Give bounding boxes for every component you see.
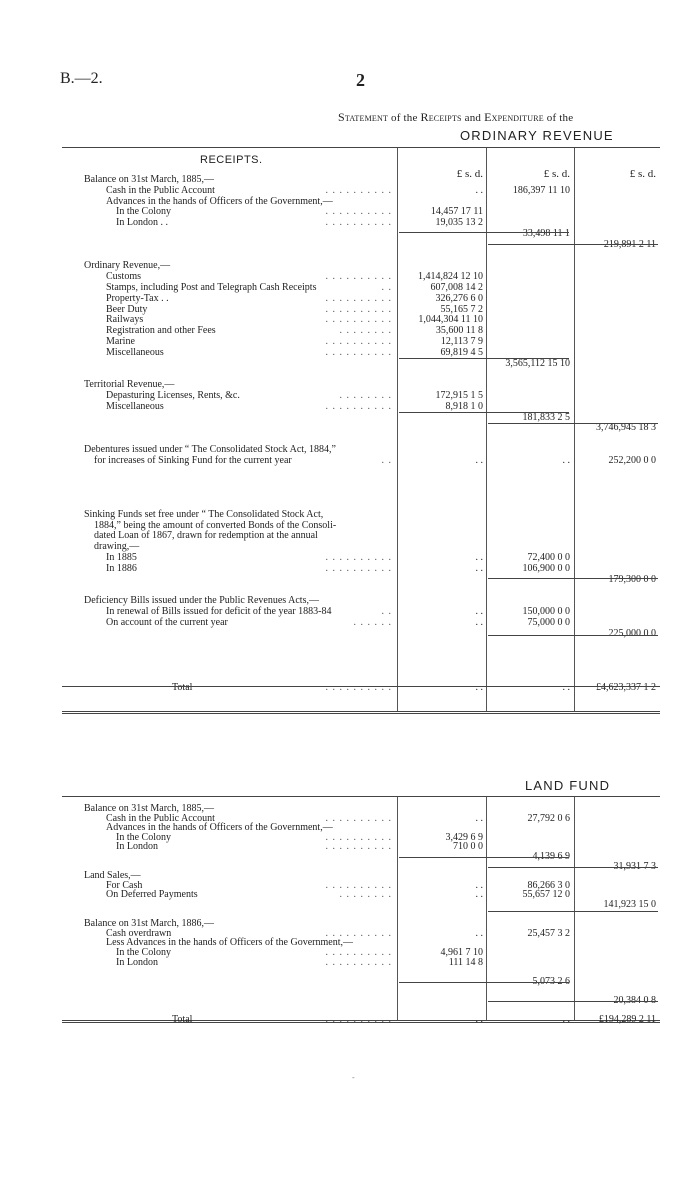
land-fund-heading: LAND FUND <box>525 778 611 793</box>
leader-dots: . . . . . . . . . . <box>325 879 392 891</box>
table-row <box>62 304 660 315</box>
table-row <box>62 196 660 207</box>
table-row <box>62 358 660 369</box>
row-label: In 1885 <box>106 552 137 563</box>
table-row <box>62 368 660 379</box>
amount-c3: 20,384 0 8 <box>613 995 656 1006</box>
amount-c1: 55,165 7 2 <box>440 303 483 315</box>
amount-c1: . . <box>475 184 483 196</box>
amount-c2: 5,073 2 6 <box>532 975 570 987</box>
leader-dots: . . . . . . . . . . <box>325 217 392 229</box>
table-row <box>62 271 660 282</box>
column-header-3: £ s. d. <box>629 168 656 180</box>
row-label: Advances in the hands of Officers of the Government,— <box>106 822 333 834</box>
leader-dots: . . . . . . . . . . <box>325 184 392 196</box>
table-row <box>62 336 660 347</box>
subtotal-rule <box>488 423 658 424</box>
row-label: On Deferred Payments <box>106 889 198 901</box>
row-label: Total <box>172 681 193 693</box>
leader-dots: . . . . . . . . . . <box>325 552 392 563</box>
amount-c1: 3,429 6 9 <box>445 831 483 843</box>
table-row <box>62 682 660 693</box>
leader-dots: . . . . . . . . . . <box>325 681 392 693</box>
amount-c1: 710 0 0 <box>453 841 483 853</box>
row-label: Depasturing Licenses, Rents, &c. <box>106 390 240 401</box>
amount-c2: 25,457 3 2 <box>527 927 570 939</box>
row-label: Stamps, including Post and Telegraph Cash Receipts <box>106 282 317 293</box>
row-label: Deficiency Bills issued under the Public Revenues Acts,— <box>84 595 319 607</box>
row-label: Cash overdrawn <box>106 927 172 939</box>
table-row <box>62 617 660 628</box>
amount-c1: . . <box>475 889 483 901</box>
table-row <box>62 433 660 444</box>
leader-dots: . . . . . . . . . . <box>325 956 392 968</box>
amount-c2: 3,565,112 15 10 <box>505 357 570 369</box>
amount-c3: £194,289 2 11 <box>598 1014 656 1026</box>
leader-dots: . . . . . . . . . . <box>325 271 392 283</box>
amount-c1: 12,113 7 9 <box>440 336 483 347</box>
ordinary-revenue-table <box>62 147 660 714</box>
table-row <box>62 649 660 660</box>
row-label: Balance on 31st March, 1885,— <box>84 803 214 814</box>
table-row <box>62 325 660 336</box>
amount-c1: 14,457 17 11 <box>430 206 483 218</box>
subtotal-rule <box>488 867 658 868</box>
amount-c1: 326,276 6 0 <box>435 292 483 304</box>
leader-dots: . . <box>381 454 392 466</box>
leader-dots: . . . . . . . . . . <box>325 206 392 218</box>
table-row <box>62 541 660 552</box>
row-label: Sinking Funds set free under “ The Consolidated Stock Act, <box>84 508 324 520</box>
amount-c1: 172,915 1 5 <box>435 390 483 401</box>
document-reference: B.—2. <box>60 70 103 87</box>
amount-c1: . . <box>475 812 483 824</box>
table-row <box>62 206 660 217</box>
amount-c3: 225,000 0 0 <box>608 627 656 639</box>
land-fund-table <box>62 796 660 1026</box>
row-label: Balance on 31st March, 1886,— <box>84 918 214 930</box>
statement-connector-of: of the <box>388 112 421 124</box>
table-row <box>62 595 660 606</box>
row-label: In renewal of Bills issued for deficit of the year 1883-84 <box>106 606 332 617</box>
amount-c1: 1,414,824 12 10 <box>418 271 483 283</box>
row-label: 1884,” being the amount of converted Bonds of the Consoli- <box>94 519 337 531</box>
table-row <box>62 574 660 585</box>
table-row <box>62 379 660 390</box>
leader-dots: . . . . . . . . . . <box>325 400 392 412</box>
amount-c3: 3,746,945 18 3 <box>596 422 656 434</box>
column-header-2: £ s. d. <box>543 168 570 180</box>
amount-c2: 33,498 11 1 <box>522 228 570 239</box>
row-label: drawing,— <box>94 541 140 553</box>
amount-c2: 86,266 3 0 <box>527 879 570 891</box>
statement-connector-tail: of the <box>543 112 574 124</box>
amount-c1: . . <box>475 562 483 574</box>
table-row <box>62 466 660 477</box>
table-row <box>62 520 660 531</box>
table-row <box>62 476 660 487</box>
amount-c1: . . <box>475 879 483 891</box>
amount-c2: . . <box>562 1014 570 1026</box>
amount-c1: . . <box>475 552 483 563</box>
table-row <box>62 250 660 261</box>
amount-c2: . . <box>562 454 570 466</box>
statement-connector-and: and <box>461 112 485 124</box>
amount-c2: 106,900 0 0 <box>522 562 570 574</box>
amount-c2: 72,400 0 0 <box>527 552 570 563</box>
leader-dots: . . <box>381 282 392 293</box>
subtotal-rule <box>488 578 658 579</box>
amount-c1: 8,918 1 0 <box>445 400 483 412</box>
table-row <box>62 563 660 574</box>
amount-c1: 69,819 4 5 <box>440 346 483 358</box>
amount-c3: 31,931 7 3 <box>613 860 656 872</box>
row-label: For Cash <box>106 879 143 891</box>
subtotal-rule <box>399 412 569 413</box>
amount-c3: 179,300 0 0 <box>608 573 656 585</box>
amount-c3: 252,200 0 0 <box>608 454 656 466</box>
amount-c2: 55,657 12 0 <box>522 889 570 901</box>
leader-dots: . . . . . . . . . . <box>325 927 392 939</box>
subtotal-rule <box>399 982 569 983</box>
leader-dots: . . . . . . . . . . <box>325 841 392 853</box>
table-row <box>62 314 660 325</box>
leader-dots: . . . . . . . . . . <box>325 812 392 824</box>
table-row <box>62 606 660 617</box>
column-header-1: £ s. d. <box>456 168 483 180</box>
amount-c1: 111 14 8 <box>448 956 483 968</box>
leader-dots: . . . . . . . . . . <box>325 303 392 315</box>
amount-c1: . . <box>475 606 483 617</box>
receipts-heading: RECEIPTS. <box>200 154 263 166</box>
subtotal-rule <box>399 857 569 858</box>
leader-dots: . . . . . . . . . . <box>325 1014 392 1026</box>
table-row <box>62 584 660 595</box>
row-label: In the Colony <box>116 206 171 218</box>
row-label: On account of the current year <box>106 616 228 628</box>
table-row <box>62 228 660 239</box>
row-label: Debentures issued under “ The Consolidated Stock Act, 1884,” <box>84 444 336 455</box>
table-row <box>62 455 660 466</box>
subtotal-rule <box>488 911 658 912</box>
subtotal-rule <box>62 686 660 687</box>
row-label: Beer Duty <box>106 303 148 315</box>
table-row <box>62 487 660 498</box>
row-label: Total <box>172 1014 193 1026</box>
statement-title <box>338 110 573 125</box>
receipts-word: Receipts <box>420 110 462 124</box>
subtotal-rule <box>399 232 569 233</box>
row-label: Miscellaneous <box>106 346 164 358</box>
amount-c2: 150,000 0 0 <box>522 606 570 617</box>
leader-dots: . . . . . . . . . . <box>325 562 392 574</box>
row-label: Territorial Revenue,— <box>84 379 175 391</box>
amount-c1: 4,961 7 10 <box>440 947 483 958</box>
amount-c2: 181,833 2 5 <box>522 411 570 423</box>
row-label: Property-Tax . . <box>106 292 169 304</box>
leader-dots: . . . . . . . . <box>339 889 392 901</box>
leader-dots: . . . . . . . . <box>339 325 392 337</box>
leader-dots: . . . . . . . . <box>339 390 392 401</box>
leader-dots: . . . . . . . . . . <box>325 346 392 358</box>
leader-dots: . . . . . . . . . . <box>325 947 392 958</box>
amount-c3: 141,923 15 0 <box>603 899 656 910</box>
subtotal-rule <box>488 244 658 245</box>
amount-c2: 75,000 0 0 <box>527 616 570 628</box>
row-label: Cash in the Public Account <box>106 184 215 196</box>
row-label: Less Advances in the hands of Officers of the Government,— <box>106 937 353 949</box>
amount-c3: 219,891 2 11 <box>603 238 656 250</box>
amount-c2: . . <box>562 681 570 693</box>
subtotal-rule <box>488 635 658 636</box>
subtotal-rule <box>399 358 569 359</box>
row-label: Balance on 31st March, 1885,— <box>84 174 214 185</box>
leader-dots: . . . . . . . . . . <box>325 831 392 843</box>
table-row <box>62 671 660 682</box>
row-label: Railways <box>106 314 144 326</box>
table-row <box>62 401 660 412</box>
table-row <box>62 444 660 455</box>
table-row <box>62 530 660 541</box>
table-row <box>62 412 660 423</box>
amount-c1: . . <box>475 454 483 466</box>
table-row <box>62 260 660 271</box>
leader-dots: . . <box>381 606 392 617</box>
amount-c1: 35,600 11 8 <box>435 325 483 337</box>
row-label: Advances in the hands of Officers of the Government,— <box>106 195 333 207</box>
amount-c1: . . <box>475 927 483 939</box>
table-row <box>62 422 660 433</box>
table-row <box>62 390 660 401</box>
statement-word: Statement <box>338 110 389 124</box>
table-row <box>62 638 660 649</box>
row-label: Ordinary Revenue,— <box>84 260 171 272</box>
row-label: Cash in the Public Account <box>106 812 215 824</box>
table-row <box>62 174 660 185</box>
footer-mark: - <box>352 1073 355 1082</box>
leader-dots: . . . . . . . . . . <box>325 336 392 347</box>
leader-dots: . . . . . . . . . . <box>325 292 392 304</box>
subtotal-rule <box>488 1001 658 1002</box>
row-label: In London <box>116 956 158 968</box>
row-label: In the Colony <box>116 947 171 958</box>
row-label: Customs <box>106 271 142 283</box>
table-row <box>62 628 660 639</box>
leader-dots: . . . . . . <box>353 616 392 628</box>
amount-c2: 4,139 6 9 <box>532 851 570 862</box>
leader-dots: . . . . . . . . . . <box>325 314 392 326</box>
amount-c1: . . <box>475 681 483 693</box>
table-row <box>62 552 660 563</box>
table-row <box>62 498 660 509</box>
row-label: Land Sales,— <box>84 870 141 882</box>
amount-c1: 19,035 13 2 <box>435 217 483 229</box>
row-label: Marine <box>106 336 135 347</box>
expenditure-word: Expenditure <box>484 110 544 124</box>
amount-c1: . . <box>475 616 483 628</box>
table-row <box>62 185 660 196</box>
row-label: Registration and other Fees <box>106 325 216 337</box>
table-row <box>62 347 660 358</box>
row-label: Miscellaneous <box>106 400 164 412</box>
row-label: In the Colony <box>116 831 171 843</box>
table-row <box>62 293 660 304</box>
ordinary-revenue-heading: ORDINARY REVENUE <box>460 128 614 143</box>
amount-c3: £4,623,337 1 2 <box>596 681 656 693</box>
table-row <box>62 1014 660 1025</box>
row-label: dated Loan of 1867, drawn for redemption at the annual <box>94 530 318 542</box>
amount-c1: . . <box>475 1014 483 1026</box>
table-row <box>62 282 660 293</box>
table-row <box>62 509 660 520</box>
page-number: 2 <box>356 70 365 90</box>
amount-c1: 607,008 14 2 <box>430 282 483 293</box>
table-row <box>62 660 660 671</box>
table-row <box>62 217 660 228</box>
amount-c2: 186,397 11 10 <box>512 184 570 196</box>
amount-c2: 27,792 0 6 <box>527 812 570 824</box>
row-label: In 1886 <box>106 562 137 574</box>
row-label: for increases of Sinking Fund for the current year <box>94 454 292 466</box>
row-label: In London . . <box>116 217 168 229</box>
row-label: In London <box>116 841 158 853</box>
amount-c1: 1,044,304 11 10 <box>418 314 483 326</box>
